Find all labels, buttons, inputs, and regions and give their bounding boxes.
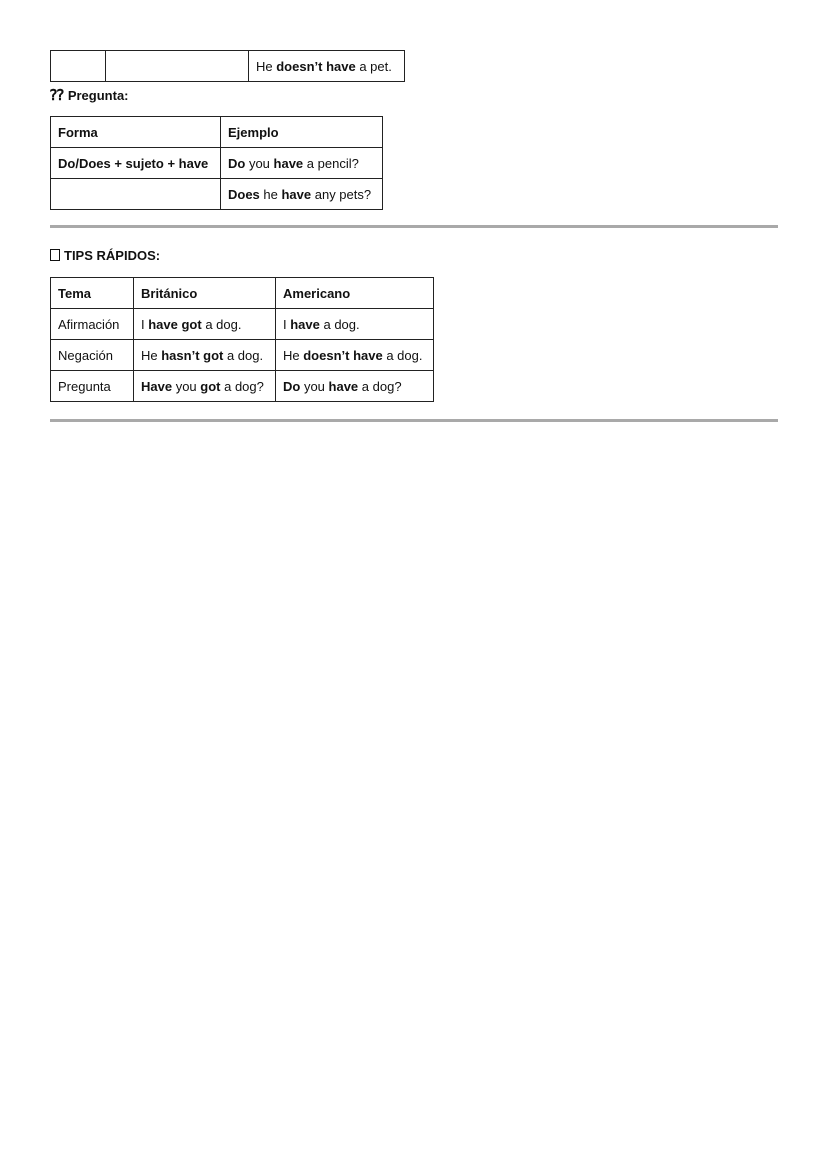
pregunta-label: Pregunta:	[67, 88, 129, 103]
tips-label: TIPS RÁPIDOS:	[64, 248, 161, 263]
question-mark-icon: ⁇	[50, 87, 64, 104]
divider	[50, 419, 778, 422]
header-forma: Forma	[51, 117, 221, 148]
ejemplo-cell: Do you have a pencil?	[221, 148, 383, 179]
table-header-row	[51, 117, 383, 148]
tema-cell: Afirmación	[51, 309, 134, 340]
header-britanico: Británico	[134, 278, 276, 309]
table-row	[51, 309, 434, 340]
table-cell	[51, 51, 106, 82]
tema-cell: Negación	[51, 340, 134, 371]
britanico-cell: I have got a dog.	[134, 309, 276, 340]
square-icon	[50, 249, 60, 261]
table-row	[51, 179, 383, 210]
table-row	[51, 148, 383, 179]
header-americano: Americano	[276, 278, 434, 309]
tips-table	[50, 277, 434, 402]
table-row	[51, 371, 434, 402]
americano-cell: I have a dog.	[276, 309, 434, 340]
pregunta-table	[50, 116, 383, 210]
britanico-cell: Have you got a dog?	[134, 371, 276, 402]
header-ejemplo: Ejemplo	[221, 117, 383, 148]
ejemplo-cell: Does he have any pets?	[221, 179, 383, 210]
britanico-cell: He hasn’t got a dog.	[134, 340, 276, 371]
table-row	[51, 340, 434, 371]
tips-heading	[50, 248, 160, 263]
table-row	[51, 51, 405, 82]
table-cell	[106, 51, 249, 82]
pregunta-heading	[50, 86, 129, 104]
divider	[50, 225, 778, 228]
table-header-row	[51, 278, 434, 309]
tema-cell: Pregunta	[51, 371, 134, 402]
table-cell: He doesn’t have a pet.	[249, 51, 405, 82]
negation-table-fragment	[50, 50, 405, 82]
americano-cell: Do you have a dog?	[276, 371, 434, 402]
americano-cell: He doesn’t have a dog.	[276, 340, 434, 371]
forma-cell	[51, 179, 221, 210]
forma-cell: Do/Does + sujeto + have	[51, 148, 221, 179]
header-tema: Tema	[51, 278, 134, 309]
